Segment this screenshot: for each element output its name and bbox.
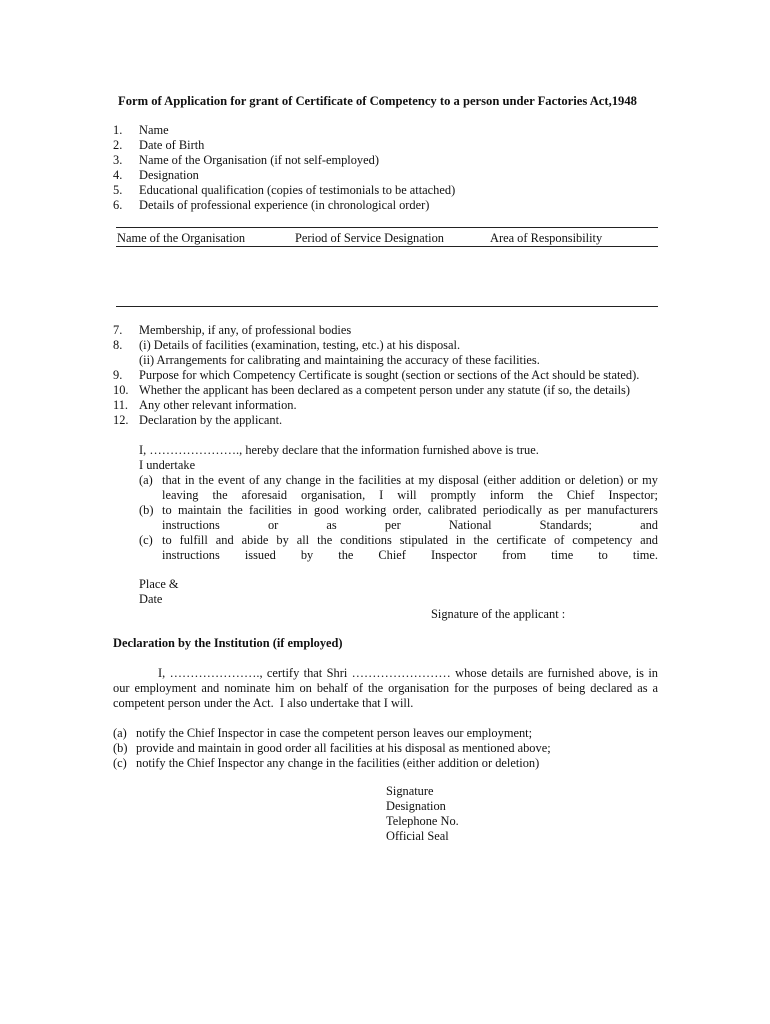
applicant-signature-label: Signature of the applicant :: [431, 607, 566, 621]
list-item: 5. Educational qualification (copies of testimonials to be attached): [113, 183, 456, 197]
institution-undertakings: [113, 726, 658, 771]
list-item: (a) notify the Chief Inspector in case the competent person leaves our employment;: [113, 726, 533, 740]
institution-signature-block: [386, 784, 459, 844]
undertake-label: I undertake: [139, 458, 196, 472]
date-label: Date: [139, 592, 163, 606]
list-item: 12. Declaration by the applicant.: [113, 413, 283, 427]
list-item: (ii) Arrangements for calibrating and maintaining the accuracy of these facilities.: [139, 353, 540, 367]
list-item: (c) notify the Chief Inspector any change in the facilities (either addition or deletion): [113, 756, 540, 770]
applicant-declaration: [139, 443, 658, 563]
list-item: 9. Purpose for which Competency Certificate is sought (section or sections of the Act should be stated).: [113, 368, 640, 382]
table-header-rule: [116, 246, 658, 247]
table-header-organisation: Name of the Organisation: [117, 231, 246, 245]
list-item: 6. Details of professional experience (in chronological order): [113, 198, 430, 212]
list-item: 10. Whether the applicant has been declared as a competent person under any statute (if so, the details): [113, 383, 630, 397]
declaration-statement: I, …………………., hereby declare that the information furnished above is true.: [139, 443, 539, 457]
official-seal-label: Official Seal: [386, 829, 449, 843]
table-top-rule: [116, 227, 658, 228]
table-header-period: Period of Service Designation: [295, 231, 444, 245]
undertaking-b: (b) to maintain the facilities in good working order, calibrated periodically as per manufacturers instructions or as per National Standards; and: [139, 503, 658, 532]
table-header-area: Area of Responsibility: [490, 231, 603, 245]
list-item: 7. Membership, if any, of professional bodies: [113, 323, 352, 337]
place-label: Place &: [139, 577, 179, 591]
form-title: Form of Application for grant of Certificate of Competency to a person under Factories Act,1948: [118, 94, 637, 108]
list-item: 2. Date of Birth: [113, 138, 205, 152]
institution-heading: Declaration by the Institution (if employed): [113, 636, 343, 650]
list-item: 3. Name of the Organisation (if not self-employed): [113, 153, 379, 167]
table-bottom-rule: [116, 306, 658, 307]
list-item: 1. Name: [113, 123, 169, 137]
additional-list: [113, 323, 658, 428]
designation-label: Designation: [386, 799, 446, 813]
undertaking-c: (c) to fulfill and abide by all the conditions stipulated in the certificate of competency and instructions issued by the Chief Inspector from time to time.: [139, 533, 658, 562]
telephone-label: Telephone No.: [386, 814, 459, 828]
institution-paragraph: I, …………………., certify that Shri …………………… whose details are furnished above, is in our employment and nominate him on behalf of the organisation for the purposes of being declared as a competent person under the Act. I also undertake that I will.: [113, 666, 658, 710]
list-item: 8. (i) Details of facilities (examination, testing, etc.) at his disposal.: [113, 338, 461, 352]
list-item: (b) provide and maintain in good order all facilities at his disposal as mentioned above;: [113, 741, 551, 755]
details-list: [113, 123, 658, 213]
list-item: 11. Any other relevant information.: [113, 398, 297, 412]
signature-label: Signature: [386, 784, 434, 798]
undertaking-a: (a) that in the event of any change in the facilities at my disposal (either addition or deletion) or my leaving the aforesaid organisation, I will promptly inform the Chief Inspector;: [139, 473, 658, 502]
list-item: 4. Designation: [113, 168, 199, 182]
